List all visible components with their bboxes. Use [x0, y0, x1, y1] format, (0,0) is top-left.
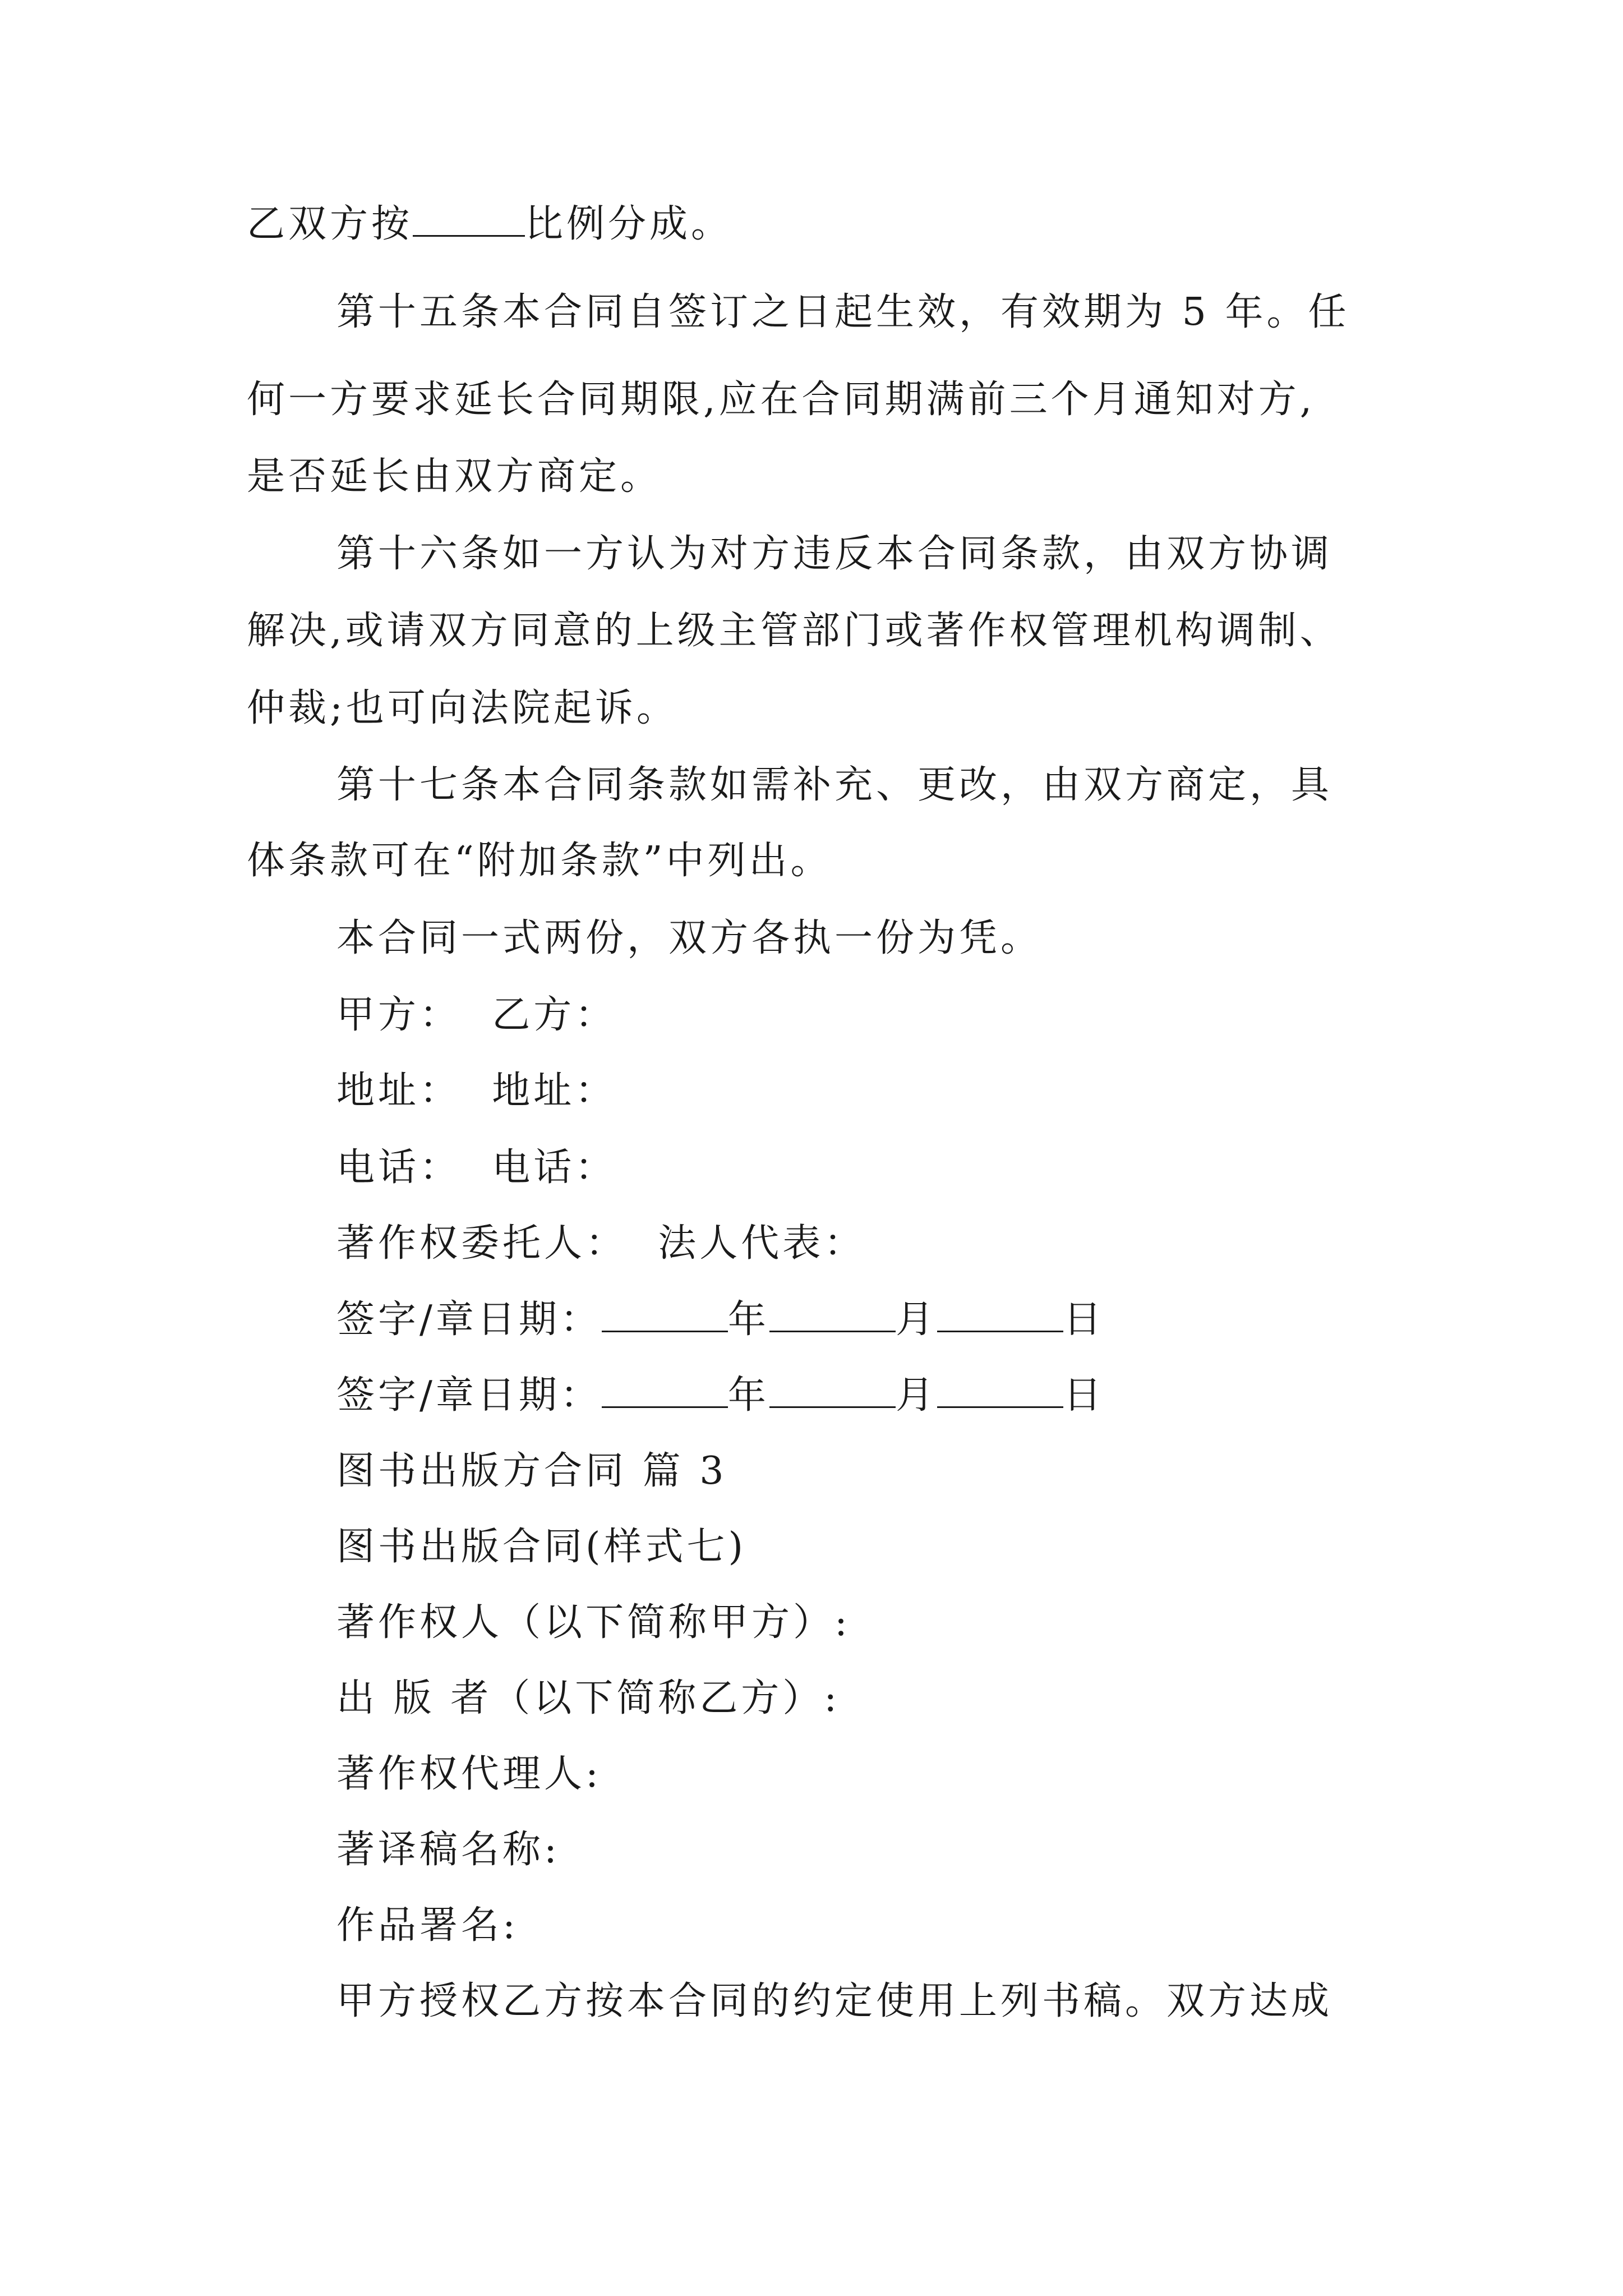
address-labels: 地址： 地址： [336, 1069, 617, 1113]
copyright-holder-field: 著作权人（以下简称甲方）: [336, 1600, 851, 1645]
representative-labels: 著作权委托人： 法人代表： [336, 1221, 866, 1266]
publisher-field: 出 版 者（以下简称乙方）: [336, 1676, 841, 1720]
article-17-line-1: 第十七条本合同条款如需补充、更改，由双方商定，具 [336, 763, 1333, 807]
copyright-agent-field: 著作权代理人: [336, 1752, 602, 1796]
article-16-line-3: 仲裁;也可向法院起诉。 [247, 686, 678, 730]
year-blank [602, 1296, 728, 1332]
article-15-line-1: 第十五条本合同自签订之日起生效，有效期为 5 年。任 [336, 290, 1350, 334]
section-heading: 图书出版方合同 篇 3 [336, 1449, 727, 1493]
signature-date-label: 签字/章日期： [336, 1373, 602, 1418]
copies-clause: 本合同一式两份，双方各执一份为凭。 [336, 916, 1043, 960]
article-17-line-2: 体条款可在“附加条款”中列出。 [247, 839, 832, 883]
signature-date-line-2 [336, 1370, 1503, 1421]
month-blank [769, 1372, 896, 1408]
party-labels: 甲方： 乙方： [336, 993, 617, 1037]
signature-date-line-1 [336, 1295, 1503, 1345]
article-16-line-2: 解决,或请双方同意的上级主管部门或著作权管理机构调制、 [247, 609, 1341, 653]
year-label: 年 [727, 1297, 769, 1342]
manuscript-title-field: 著译稿名称: [336, 1828, 560, 1872]
day-blank [937, 1372, 1063, 1408]
phone-labels: 电话： 电话： [336, 1145, 617, 1190]
day-blank [937, 1296, 1063, 1332]
year-label: 年 [727, 1373, 769, 1418]
work-signature-field: 作品署名: [336, 1903, 519, 1948]
month-blank [769, 1296, 896, 1332]
text-line-ratio [247, 199, 1413, 250]
article-15-line-3: 是否延长由双方商定。 [247, 454, 662, 499]
authorization-clause: 甲方授权乙方按本合同的约定使用上列书稿。双方达成 [336, 1979, 1333, 2023]
day-label: 日 [1063, 1373, 1105, 1418]
month-label: 月 [895, 1373, 937, 1418]
ratio-blank [413, 200, 525, 237]
article-16-line-1: 第十六条如一方认为对方违反本合同条款，由双方协调 [336, 532, 1333, 576]
contract-title: 图书出版合同(样式七) [336, 1525, 747, 1569]
year-blank [602, 1372, 728, 1408]
day-label: 日 [1063, 1297, 1105, 1342]
line-1-prefix: 乙双方按 [247, 202, 413, 246]
article-15-line-2: 何一方要求延长合同期限,应在合同期满前三个月通知对方, [247, 378, 1316, 422]
month-label: 月 [895, 1297, 937, 1342]
line-1-suffix: 比例分成。 [525, 202, 733, 246]
signature-date-label: 签字/章日期： [336, 1297, 602, 1342]
